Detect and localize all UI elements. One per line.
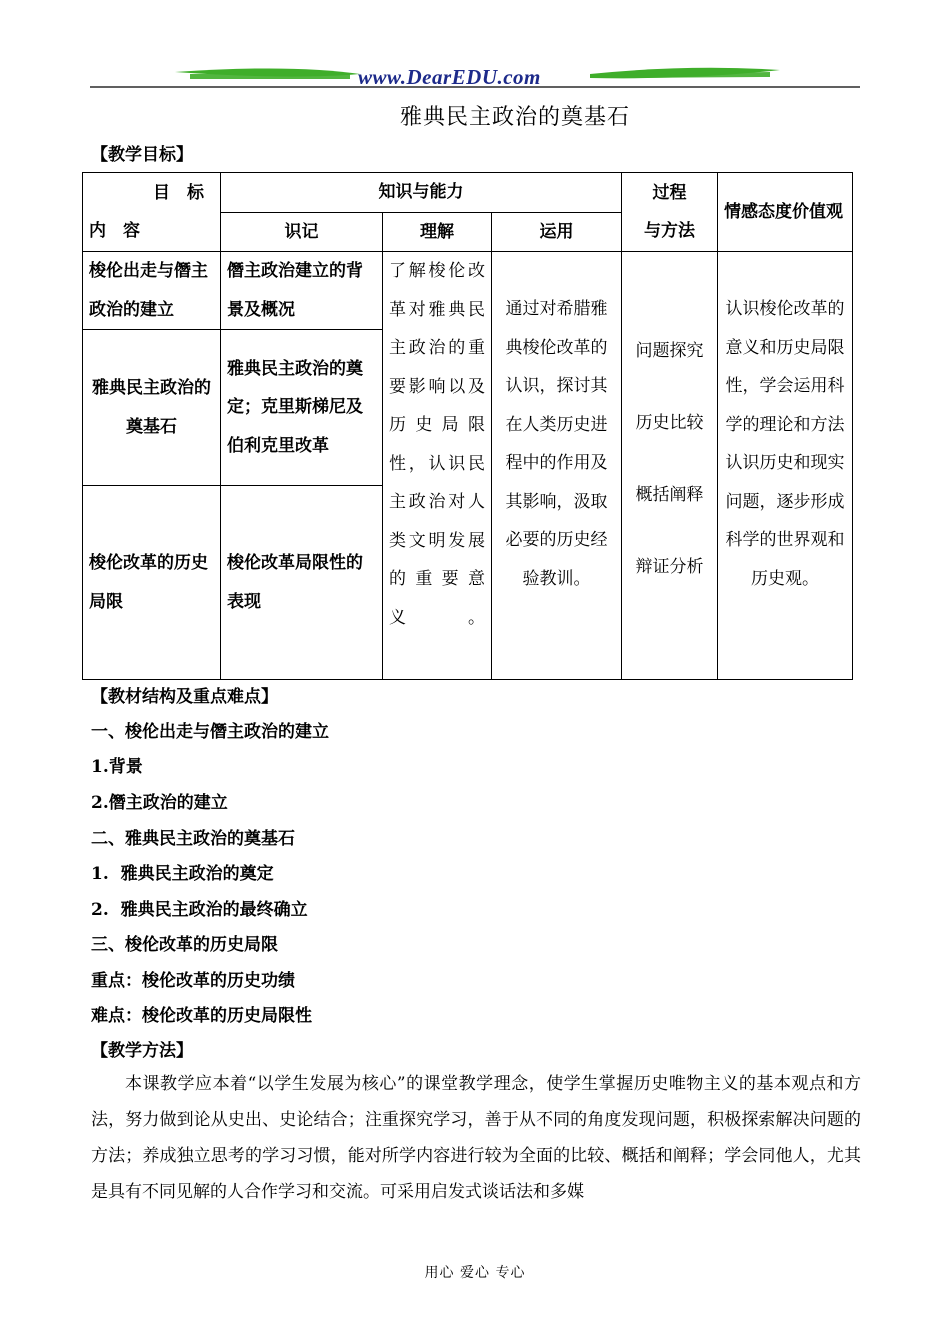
key-point: 重点：梭伦改革的历史功绩 (91, 971, 295, 991)
outline-item: 1.背景 (91, 757, 143, 777)
corner-goal-label: 目 标 (153, 183, 204, 203)
section-structure-heading: 【教材结构及重点难点】 (91, 687, 278, 707)
process-header (622, 173, 718, 252)
site-name: www.DearEDU.com (358, 65, 541, 89)
understand-cell: 了解梭伦改革对雅典民主政治的重要影响以及历史局限性，认识民主政治对人类文明发展的重要意义。 (383, 252, 492, 680)
emotion-header: 情感态度价值观 (718, 173, 853, 252)
emotion-cell: 认识梭伦改革的意义和历史局限性，学会运用科学的理论和方法认识历史和现实问题，逐步形成科学的世界观和历史观。 (718, 252, 853, 680)
process-header-top: 过程 (652, 183, 687, 203)
recall-header: 识记 (221, 212, 383, 252)
difficult-point: 难点：梭伦改革的历史局限性 (91, 1006, 312, 1026)
outline-item: 三、梭伦改革的历史局限 (91, 935, 278, 955)
outline-item: 2. 雅典民主政治的最终确立 (91, 900, 308, 920)
corner-content-label: 内 容 (89, 221, 140, 241)
method-item: 概括阐释 (635, 485, 704, 505)
section-methods-heading: 【教学方法】 (91, 1041, 193, 1061)
table-row-recall: 僭主政治建立的背景及概况 (221, 252, 383, 330)
page-footer: 用心 爱心 专心 (424, 1265, 526, 1281)
table-row-content: 梭伦改革的历史局限 (83, 486, 221, 680)
method-item: 辩证分析 (635, 557, 704, 577)
apply-header: 运用 (492, 212, 622, 252)
outline-item: 二、雅典民主政治的奠基石 (91, 829, 295, 849)
goals-table (82, 172, 853, 680)
table-corner-cell (83, 173, 221, 252)
method-item: 问题探究 (635, 341, 704, 361)
apply-cell: 通过对希腊雅典梭伦改革的认识，探讨其在人类历史进程中的作用及其影响，汲取必要的历史经验教训。 (492, 252, 622, 680)
method-item: 历史比较 (635, 413, 704, 433)
page-title: 雅典民主政治的奠基石 (399, 105, 630, 130)
header-banner (90, 62, 860, 92)
outline-item: 一、梭伦出走与僭主政治的建立 (91, 722, 329, 742)
table-row-recall: 雅典民主政治的奠定；克里斯梯尼及伯利克里改革 (221, 330, 383, 486)
table-row-content: 雅典民主政治的奠基石 (83, 330, 221, 486)
section-goals-heading: 【教学目标】 (91, 145, 193, 165)
table-row-recall: 梭伦改革局限性的表现 (221, 486, 383, 680)
table-row-content: 梭伦出走与僭主政治的建立 (83, 252, 221, 330)
understand-header: 理解 (383, 212, 492, 252)
methods-paragraph: 本课教学应本着“以学生发展为核心”的课堂教学理念，使学生掌握历史唯物主义的基本观点和方法，努力做到论从史出、史论结合；注重探究学习，善于从不同的角度发现问题，积极探索解决问题的方法；养成独立思考的学习习惯，能对所学内容进行较为全面的比较、概括和阐释；学会同他人，尤其是具有不同见解的人合作学习和交流。可采用启发式谈话法和多媒 (91, 1074, 861, 1202)
process-methods-cell (622, 252, 718, 680)
outline-item: 2.僭主政治的建立 (91, 793, 228, 813)
knowledge-header: 知识与能力 (221, 173, 622, 213)
outline-item: 1. 雅典民主政治的奠定 (91, 864, 274, 884)
process-header-bottom: 与方法 (644, 221, 696, 241)
